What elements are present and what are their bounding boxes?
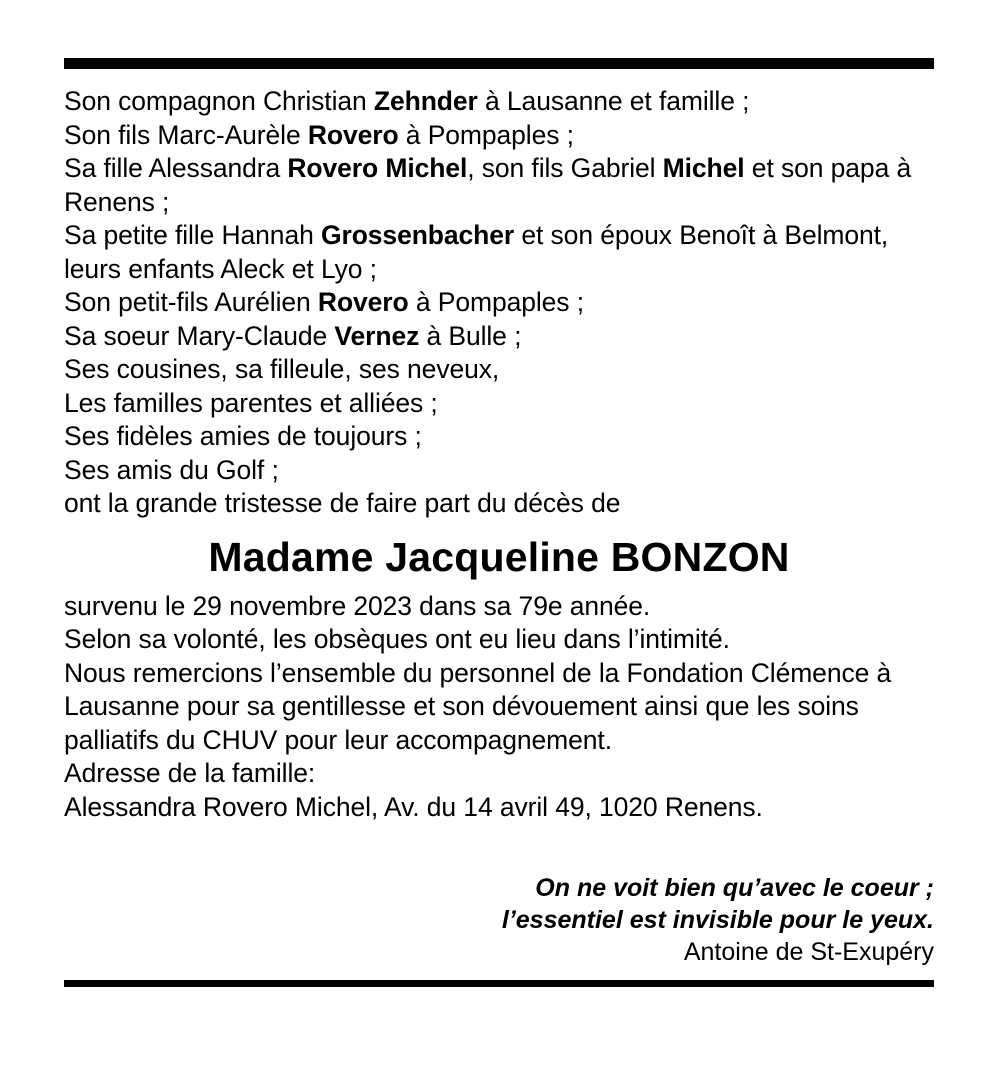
text-span: et son époux Benoît à Belmont, leurs enfants Aleck et Lyo ; — [64, 220, 889, 284]
text-span-bold: Rovero — [307, 119, 399, 150]
text-span: à Bulle ; — [419, 320, 522, 351]
text-span-bold: Rovero — [317, 287, 409, 317]
quote-block — [64, 872, 934, 968]
death-details — [64, 590, 934, 825]
funeral-line: Selon sa volonté, les obsèques ont eu lieu dans l’intimité. — [64, 624, 730, 654]
announcement-line: ont la grande tristesse de faire part du décès de — [64, 488, 621, 518]
quote-author: Antoine de St-Exupéry — [683, 938, 934, 966]
text-span: Sa soeur Mary-Claude — [64, 320, 335, 351]
death-date-line: survenu le 29 novembre 2023 dans sa 79e année. — [64, 590, 651, 621]
survivor-line — [64, 152, 934, 219]
text-span-bold: Michel — [662, 153, 745, 183]
survivor-line — [64, 119, 934, 153]
text-span: Son petit-fils Aurélien — [64, 287, 318, 317]
survivor-line: Ses amis du Golf ; — [64, 454, 279, 485]
survivor-line — [64, 286, 934, 320]
quote-line-1: On ne voit bien qu’avec le coeur ; — [535, 874, 934, 902]
death-notice — [64, 58, 934, 987]
survivor-line — [64, 219, 934, 286]
survivor-line: Les familles parentes et alliées ; — [64, 387, 438, 418]
text-span: à Pompaples ; — [408, 287, 584, 317]
text-span: à Pompaples ; — [398, 119, 574, 150]
text-span: Son fils Marc-Aurèle — [64, 119, 308, 150]
text-span: et son papa à Renens ; — [64, 153, 912, 217]
text-span-bold: Rovero Michel — [287, 153, 468, 183]
deceased-name: Madame Jacqueline BONZON — [208, 533, 790, 580]
survivor-line: Ses cousines, sa filleule, ses neveux, — [64, 354, 500, 384]
text-span: , son fils Gabriel — [467, 153, 663, 183]
survivor-line — [64, 320, 934, 354]
survivor-line — [64, 85, 934, 119]
quote-line-2: l’essentiel est invisible pour le yeux. — [501, 906, 934, 934]
text-span-bold: Zehnder — [373, 86, 478, 116]
text-span: Sa fille Alessandra — [64, 153, 288, 183]
text-span: Son compagnon Christian — [64, 86, 374, 116]
text-span-bold: Grossenbacher — [320, 220, 515, 250]
text-span: Sa petite fille Hannah — [64, 220, 321, 250]
survivors-list — [64, 85, 934, 521]
bottom-divider — [64, 980, 934, 987]
address-label-line: Adresse de la famille: — [64, 758, 316, 788]
thanks-line: Nous remercions l’ensemble du personnel de la Fondation Clémence à Lausanne pour sa gentillesse et son dévouement ainsi que les soins palliatifs du CHUV pour leur accompagnement. — [64, 657, 892, 755]
top-divider — [64, 58, 934, 69]
address-line: Alessandra Rovero Michel, Av. du 14 avril 49, 1020 Renens. — [64, 791, 763, 822]
survivor-line: Ses fidèles amies de toujours ; — [64, 421, 422, 451]
text-span: à Lausanne et famille ; — [477, 86, 750, 116]
text-span-bold: Vernez — [334, 320, 420, 351]
